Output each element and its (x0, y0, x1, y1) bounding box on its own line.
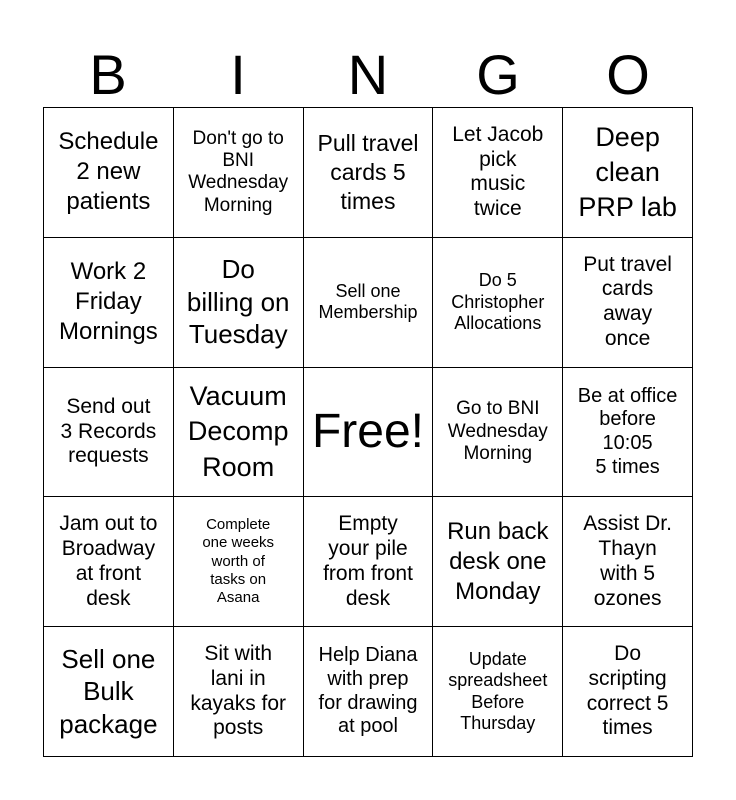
cell-text: Empty your pile from front desk (323, 512, 413, 610)
bingo-cell[interactable] (433, 627, 563, 757)
cell-text: Assist Dr. Thayn with 5 ozones (583, 512, 672, 610)
cell-text: Put travel cards away once (583, 252, 672, 350)
cell-text: Let Jacob pick music twice (452, 122, 544, 221)
bingo-cell[interactable] (563, 497, 693, 627)
cell-text: Pull travel cards 5 times (317, 129, 419, 214)
cell-text: Go to BNI Wednesday Morning (447, 398, 548, 465)
cell-text: Do 5 Christopher Allocations (451, 270, 545, 333)
cell-text: Deep clean PRP lab (578, 121, 677, 222)
bingo-cell[interactable] (563, 368, 693, 498)
header-letter-b: B (89, 43, 127, 106)
bingo-cell[interactable] (44, 238, 174, 368)
cell-text: Sell one Bulk package (59, 643, 158, 739)
cell-text: Help Diana with prep for drawing at pool (318, 644, 418, 738)
free-space[interactable] (304, 368, 434, 498)
bingo-cell[interactable] (304, 108, 434, 238)
cell-text: Run back desk one Monday (447, 517, 549, 605)
cell-text: Complete one weeks worth of tasks on Asana (202, 516, 275, 607)
bingo-cell[interactable] (174, 627, 304, 757)
cell-text: Sell one Membership (318, 280, 418, 323)
cell-text: Schedule 2 new patients (58, 128, 159, 216)
header-letter-i: I (230, 43, 246, 106)
header-letter-o: O (606, 43, 650, 106)
bingo-cell[interactable] (563, 108, 693, 238)
cell-text: Do billing on Tuesday (186, 254, 290, 350)
bingo-cell[interactable] (304, 497, 434, 627)
bingo-cell[interactable] (433, 108, 563, 238)
bingo-cell[interactable] (433, 238, 563, 368)
cell-text: Work 2 Friday Mornings (59, 258, 158, 346)
cell-text: Vacuum Decomp Room (187, 381, 289, 482)
bingo-cell[interactable] (44, 368, 174, 498)
bingo-header (43, 44, 693, 106)
bingo-cell[interactable] (174, 108, 304, 238)
bingo-cell[interactable] (44, 108, 174, 238)
bingo-cell[interactable] (174, 497, 304, 627)
bingo-cell[interactable] (174, 238, 304, 368)
bingo-cell[interactable] (44, 497, 174, 627)
bingo-cell[interactable] (304, 238, 434, 368)
bingo-cell[interactable] (44, 627, 174, 757)
free-text: Free! (311, 404, 424, 458)
bingo-card (43, 107, 693, 757)
cell-text: Sit with lani in kayaks for posts (190, 642, 287, 740)
cell-text: Do scripting correct 5 times (586, 642, 669, 740)
cell-text: Send out 3 Records requests (60, 394, 157, 468)
header-letter-g: G (476, 43, 520, 106)
bingo-cell[interactable] (563, 627, 693, 757)
bingo-cell[interactable] (433, 368, 563, 498)
header-letter-n: N (347, 43, 389, 106)
bingo-cell[interactable] (174, 368, 304, 498)
bingo-cell[interactable] (563, 238, 693, 368)
cell-text: Don't go to BNI Wednesday Morning (188, 127, 289, 216)
bingo-cell[interactable] (304, 627, 434, 757)
bingo-cell[interactable] (433, 497, 563, 627)
cell-text: Update spreadsheet Before Thursday (448, 649, 548, 733)
cell-text: Jam out to Broadway at front desk (59, 512, 158, 610)
cell-text: Be at office before 10:05 5 times (577, 384, 678, 478)
